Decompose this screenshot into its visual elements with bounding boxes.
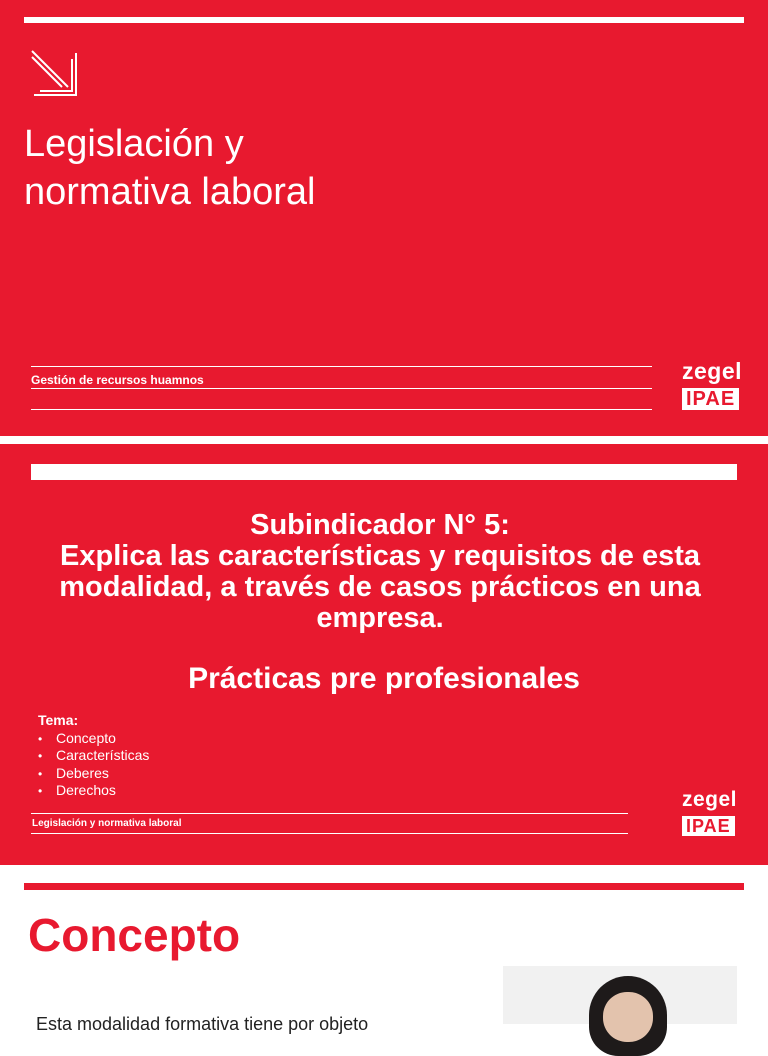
concept-slide	[0, 868, 768, 1034]
logo-zegel-text: zegel	[682, 788, 738, 811]
top-divider	[24, 17, 744, 23]
title-line-2: normativa laboral	[24, 171, 316, 213]
list-item: • Concepto	[38, 730, 116, 746]
zegel-ipae-logo	[682, 788, 748, 837]
heading-line-1: Subindicador N° 5:	[250, 509, 510, 541]
list-item: • Características	[38, 747, 150, 764]
logo-ipae-text: IPAE	[682, 816, 735, 836]
body-text-line: Esta modalidad formativa tiene por objeto	[36, 1014, 369, 1034]
topic-title: Prácticas pre profesionales	[188, 662, 580, 695]
tema-label: Tema:	[38, 712, 79, 728]
logo-zegel-text: zegel	[682, 358, 743, 384]
woman-photo	[503, 966, 737, 1024]
topic-label: Derechos	[56, 781, 116, 798]
topic-label: Concepto	[56, 730, 116, 746]
topic-label: Características	[56, 747, 150, 764]
footer-line-top	[31, 813, 628, 814]
zegel-ipae-logo	[682, 358, 748, 410]
course-label: Gestión de recursos huamnos	[31, 373, 204, 387]
title-line-1: Legislación y	[24, 123, 244, 165]
topic-label: Deberes	[56, 764, 109, 781]
heading-line-3: modalidad, a través de casos prácticos en una	[59, 571, 701, 603]
course-label: Legislación y normativa laboral	[32, 818, 182, 829]
topic-list	[38, 730, 149, 799]
top-divider	[24, 883, 744, 890]
footer-line-bottom	[31, 833, 628, 834]
list-item: • Derechos	[38, 781, 116, 798]
concept-body-text	[36, 1014, 456, 1034]
face-shape	[603, 992, 653, 1042]
title-slide	[0, 0, 768, 436]
arrow-down-right-icon	[28, 47, 80, 99]
subindicator-slide	[0, 444, 768, 865]
list-item: • Deberes	[38, 764, 109, 781]
footer-line-top	[31, 366, 652, 367]
footer-line-mid	[31, 388, 652, 389]
heading-line-4: empresa.	[316, 602, 444, 634]
presentation-title	[24, 120, 544, 216]
top-banner	[31, 464, 737, 480]
section-heading: Concepto	[28, 909, 241, 961]
footer-line-bottom	[31, 409, 652, 410]
subindicator-heading	[10, 510, 750, 634]
heading-line-2: Explica las características y requisitos de esta	[60, 540, 700, 572]
logo-ipae-text: IPAE	[682, 388, 739, 410]
